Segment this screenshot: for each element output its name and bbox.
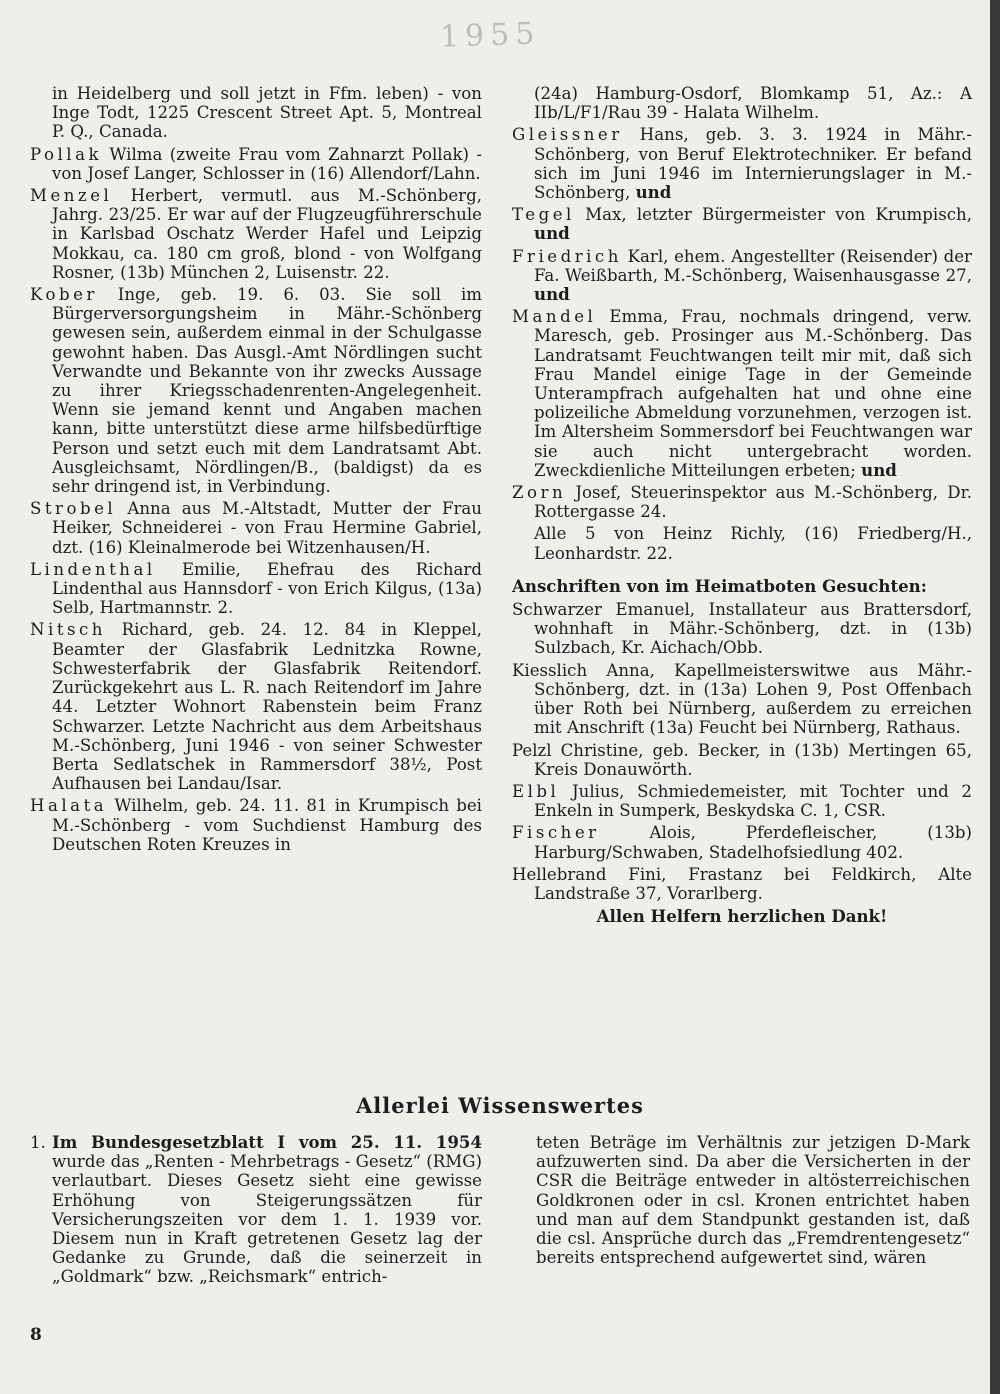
entry-text: Richard, geb. 24. 12. 84 in Kleppel, Beamter der Glasfabrik Lednitzka Rowne, Schwesterfabrik der Glasfabrik Reitendorf. Zurückgekehrt aus L. R. nach Reitendorf im Jahre 44. Letzter Wohnort Rabenstein beim Franz Schwarzer. Letzte Nachricht aus dem Arbeitshaus M.-Schönberg, Juni 1946 - von seiner Schwester Berta Sedlatschek in Rammersdorf 38½, Post Aufhausen bei Landau/Isar.	[52, 620, 482, 794]
address-hellebrand	[512, 865, 972, 903]
entry-and: und	[635, 182, 672, 203]
all-five-note: Alle 5 von Heinz Richly, (16) Friedberg/H., Leonhardstr. 22.	[534, 524, 972, 563]
addresses-heading: Anschriften von im Heimatboten Gesuchten:	[512, 575, 927, 596]
address-elbl	[512, 782, 972, 820]
page-number: 8	[30, 1325, 42, 1345]
entry-name: Halata	[30, 796, 108, 816]
section-item-left	[30, 1133, 482, 1303]
entry-kober	[30, 285, 482, 496]
entry-name: Mandel	[512, 307, 597, 327]
entry-and: und	[534, 223, 570, 244]
address-text: Pelzl Christine, geb. Becker, in (13b) Mertingen 65, Kreis Donauwörth.	[512, 740, 972, 779]
thanks-line: Allen Helfern herzlichen Dank!	[596, 906, 888, 927]
entry-friedrich	[512, 247, 972, 305]
address-text: Kiesslich Anna, Kapellmeisterswitwe aus Mähr.-Schönberg, dzt. in (13a) Lohen 9, Post Offenbach über Roth bei Nürnberg, außerdem zu erreichen mit Anschrift (13a) Feucht bei Nürnberg, Rathaus.	[512, 660, 972, 738]
item-bold-lead: Im Bundesgesetzblatt I vom 25. 11. 1954	[52, 1132, 482, 1152]
entry-nitsch	[30, 620, 482, 793]
entry-name: Menzel	[30, 186, 113, 206]
entry-text: Inge, geb. 19. 6. 03. Sie soll im Bürgerversorgungsheim in Mähr.-Schönberg gewesen sein, außerdem einmal in der Schulgasse gewohnt haben. Das Ausgl.-Amt Nördlingen sucht Verwandte und Bekannte von ihr zwecks Aussage zu ihrer Kriegsschadenrenten-Angelegenheit. Wenn sie jemand kennt und Angaben machen kann, bitte unterstützt diese arme hilfsbedürftige Person und setzt euch mit dem Landratsamt Abt. Ausgleichsamt, Nördlingen/B., (baldigst) da es sehr dringend ist, in Verbindung.	[52, 285, 482, 497]
address-name: Fischer	[512, 823, 600, 843]
item-number: 1.	[30, 1133, 46, 1152]
entry-text: Karl, ehem. Angestellter (Reisender) der Fa. Weißbarth, M.-Schönberg, Waisenhausgasse 27,	[534, 246, 972, 285]
entry-name: Friedrich	[512, 246, 622, 266]
intro-text: in Heidelberg und soll jetzt in Ffm. leben) - von Inge Todt, 1225 Crescent Street Apt. 5, Montreal P. Q., Canada.	[52, 84, 482, 142]
item-paragraph	[52, 1133, 482, 1287]
address-kiesslich	[512, 661, 972, 738]
entry-name: Kober	[30, 285, 98, 305]
entry-strobel	[30, 499, 482, 557]
entry-text: Emilie, Ehefrau des Richard Lindenthal aus Hannsdorf - von Erich Kilgus, (13a) Selb, Hartmannstr. 2.	[52, 559, 482, 618]
entry-and: und	[861, 459, 897, 480]
left-column	[30, 84, 482, 857]
entry-and: und	[534, 284, 570, 305]
address-schwarzer	[512, 600, 972, 658]
entry-text: Emma, Frau, nochmals dringend, verw. Maresch, geb. Prosinger aus M.-Schönberg. Das Landratsamt Feuchtwangen teilt mir mit, daß sich Frau Mandel einige Tage in der Gemeinde Unterampfrach aufgehalten hat und ohne eine polizeiliche Abmeldung vorzunehmen, verzogen ist. Im Altersheim Sommersdorf bei Feuchtwangen war sie auch nicht untergebracht worden. Zweckdienliche Mitteilungen erbeten;	[534, 307, 972, 480]
entry-mandel	[512, 307, 972, 480]
entry-menzel	[30, 186, 482, 282]
continued-text: (24a) Hamburg-Osdorf, Blomkamp 51, Az.: A IIb/L/F1/Rau 39 - Halata Wilhelm.	[534, 84, 972, 123]
address-pelzl	[512, 741, 972, 779]
right-column	[512, 84, 972, 943]
section-title: Allerlei Wissenswertes	[356, 1093, 644, 1118]
address-fischer	[512, 823, 972, 861]
entry-name: Nitsch	[30, 620, 106, 640]
entry-gleissner	[512, 125, 972, 202]
entry-name: Lindenthal	[30, 559, 156, 579]
entry-name: Pollak	[30, 144, 103, 164]
address-text: Hellebrand Fini, Frastanz bei Feldkirch, Alte Landstraße 37, Vorarlberg.	[512, 864, 972, 903]
entry-text: Wilhelm, geb. 24. 11. 81 in Krumpisch bei M.-Schönberg - vom Suchdienst Hamburg des Deutschen Roten Kreuzes in	[52, 796, 482, 854]
entry-name: Tegel	[512, 205, 575, 225]
entry-tegel	[512, 205, 972, 243]
entry-lindenthal	[30, 560, 482, 618]
entry-zorn	[512, 483, 972, 521]
address-text: Julius, Schmiedemeister, mit Tochter und 2 Enkeln in Sumperk, Beskydska C. 1, CSR.	[534, 781, 972, 821]
entry-halata	[30, 796, 482, 854]
address-name: Elbl	[512, 781, 560, 801]
item-continued-text: teten Beträge im Verhältnis zur jetzigen D-Mark aufzuwerten sind. Da aber die Versicherten in der CSR die Beiträge entweder in altösterreichischen Goldkronen oder in csl. Kronen entrichtet haben und man auf dem Standpunkt gestanden ist, daß die csl. Ansprüche durch das „Fremdrentengesetz“ bereits entsprechend aufgewertet sind, wären	[536, 1133, 970, 1268]
entry-text: Wilma (zweite Frau vom Zahnarzt Pollak) - von Josef Langer, Schlosser in (16) Allendorf/Lahn.	[52, 144, 482, 183]
entry-name: Strobel	[30, 499, 117, 519]
year-stamp: 1955	[439, 16, 541, 55]
entry-name: Zorn	[512, 483, 567, 503]
address-text: Schwarzer Emanuel, Installateur aus Brattersdorf, wohnhaft in Mähr.-Schönberg, dzt. in (13b) Sulzbach, Kr. Aichach/Obb.	[512, 600, 972, 658]
entry-pollak	[30, 145, 482, 183]
entry-text: Anna aus M.-Altstadt, Mutter der Frau Heiker, Schneiderei - von Frau Hermine Gabriel, dzt. (16) Kleinalmerode bei Witzenhausen/H.	[52, 499, 482, 557]
address-text: Alois, Pferdefleischer, (13b) Harburg/Schwaben, Stadelhofsiedlung 402.	[534, 823, 972, 862]
section-item-right	[536, 1133, 970, 1267]
item-text: wurde das „Renten - Mehrbetrags - Gesetz“ (RMG) verlautbart. Dieses Gesetz sieht eine gewisse Erhöhung von Steigerungssätzen für Versicherungszeiten vor dem 1. 1. 1939 vor. Diesem nun in Kraft getretenen Gesetz lag der Gedanke zu Grunde, daß die seinerzeit in „Goldmark“ bzw. „Reichsmark“ entrich-	[52, 1152, 482, 1287]
entry-text: Max, letzter Bürgermeister von Krumpisch,	[574, 205, 972, 225]
entry-text: Josef, Steuerinspektor aus M.-Schönberg, Dr. Rottergasse 24.	[534, 483, 972, 522]
entry-name: Gleissner	[512, 125, 623, 145]
entry-text: Hans, geb. 3. 3. 1924 in Mähr.-Schönberg, von Beruf Elektrotechniker. Er befand sich im Juni 1946 im Internierungslager in M.-Schönberg,	[534, 125, 972, 203]
page-edge-shadow	[990, 0, 1000, 1394]
entry-text: Herbert, vermutl. aus M.-Schönberg, Jahrg. 23/25. Er war auf der Flugzeugführerschule in Karlsbad Oschatz Werder Hafel und Leipzig Mokkau, ca. 180 cm groß, blond - von Wolfgang Rosner, (13b) München 2, Luisenstr. 22.	[52, 186, 482, 282]
